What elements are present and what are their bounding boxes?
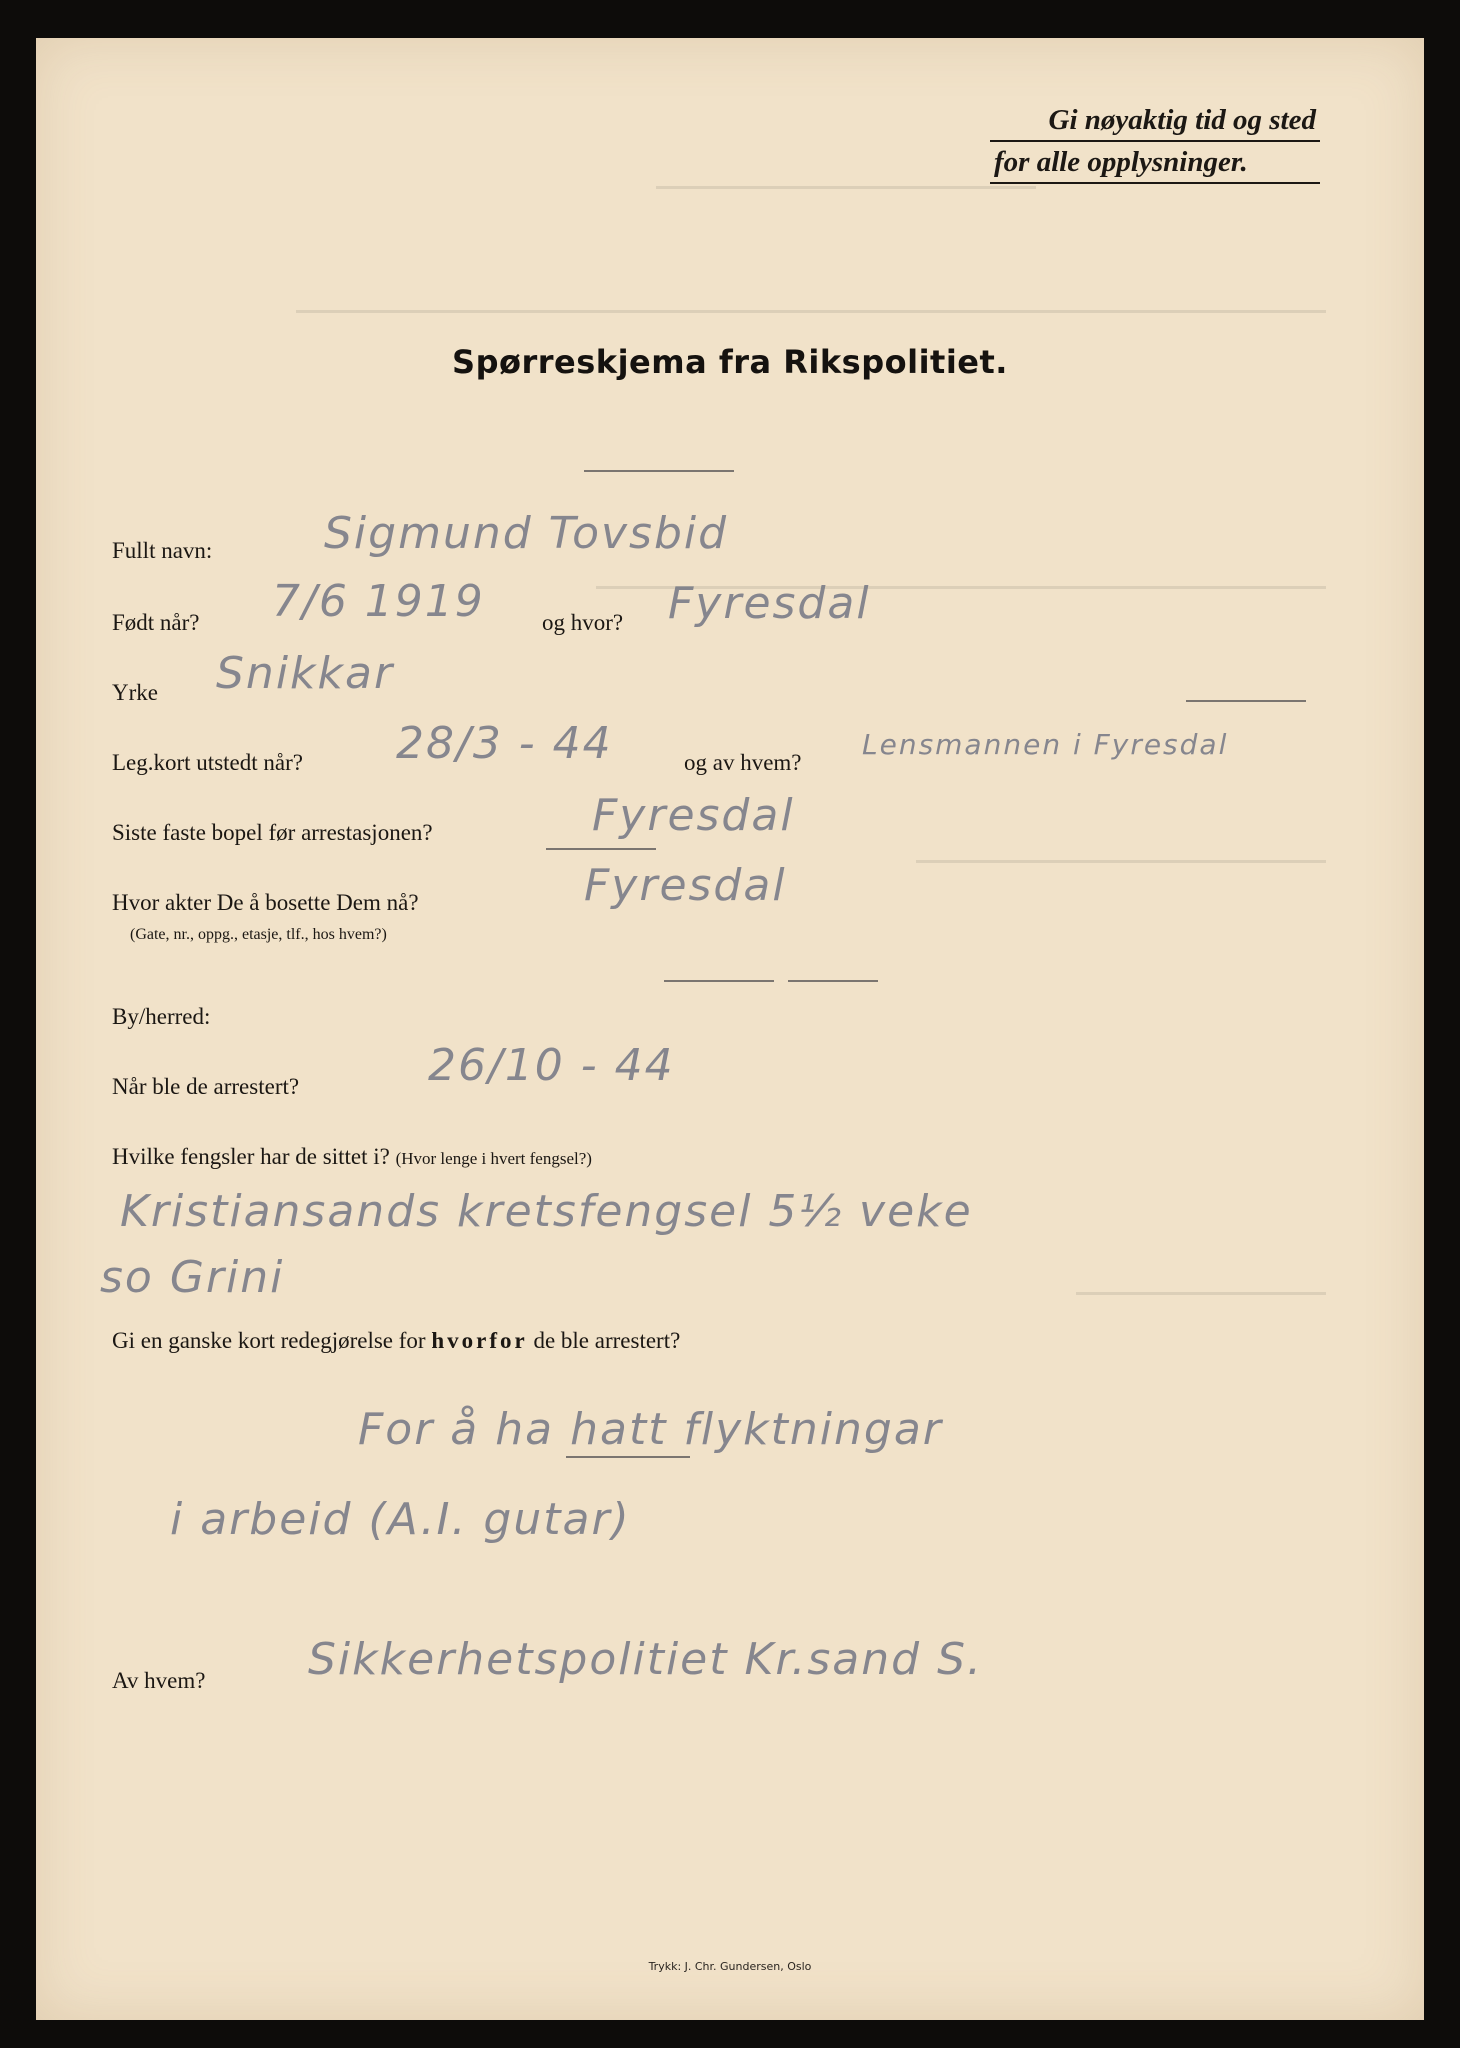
settle-now-value[interactable]: Fyresdal [584,860,787,911]
id-issued-by-value[interactable]: Lensmannen i Fyresdal [862,728,1229,761]
last-residence-label: Siste faste bopel før arrestasjonen? [112,820,433,845]
full-name-label: Fullt navn: [112,538,213,563]
born-when-value[interactable]: 7/6 1919 [272,576,485,627]
full-name-value[interactable]: Sigmund Tovsbid [324,508,729,559]
questionnaire-form [36,38,1424,2020]
reason-value-line-2[interactable]: i arbeid (A.I. gutar) [170,1494,631,1545]
by-whom-value[interactable]: Sikkerhetspolitiet Kr.sand S. [308,1634,983,1685]
prisons-value-line-1[interactable]: Kristiansands kretsfengsel 5½ veke [120,1186,973,1237]
arrested-when-value[interactable]: 26/10 - 44 [428,1040,675,1091]
answer-underline [566,1456,690,1458]
prisons-label-note: (Hvor lenge i hvert fengsel?) [395,1149,592,1168]
born-where-value[interactable]: Fyresdal [668,578,871,629]
last-residence-value[interactable]: Fyresdal [592,790,795,841]
divider-line [788,980,878,982]
reason-value-line-1[interactable]: For å ha hatt flyktningar [358,1404,943,1455]
municipality-label: By/herred: [112,1004,211,1029]
arrested-when-label: Når ble de arrestert? [112,1074,300,1099]
by-whom-label: Av hvem? [112,1668,206,1693]
reason-label-start: Gi en ganske kort redegjørelse for [112,1328,426,1353]
instruction-line-1: Gi nøyaktig tid og sted [990,100,1320,142]
born-when-label: Født når? [112,610,200,635]
occupation-label: Yrke [112,680,158,705]
form-title: Spørreskjema fra Rikspolitiet. [452,343,1008,381]
bleed-through-line [1076,1292,1326,1295]
reason-label-end: de ble arrestert? [533,1328,681,1353]
born-where-label: og hvor? [542,610,624,635]
bleed-through-line [916,860,1326,863]
divider-line [584,470,734,472]
id-issued-by-label: og av hvem? [684,750,802,775]
id-issued-when-label: Leg.kort utstedt når? [112,750,303,775]
bleed-through-line [656,186,1036,189]
prisons-value-line-2[interactable]: so Grini [100,1252,285,1303]
divider-line [664,980,774,982]
instruction-note [990,100,1320,184]
bleed-through-line [296,310,1326,313]
divider-line [1186,700,1306,702]
settle-now-sublabel: (Gate, nr., oppg., etasje, tlf., hos hvem?) [130,926,387,943]
printer-imprint: Trykk: J. Chr. Gundersen, Oslo [648,1960,812,1973]
instruction-line-2: for alle opplysninger. [990,142,1320,184]
id-issued-when-value[interactable]: 28/3 - 44 [396,718,613,769]
answer-underline [546,848,656,850]
occupation-value[interactable]: Snikkar [216,648,395,699]
prisons-label [112,1144,592,1170]
reason-label-emphasis: hvorfor [431,1328,528,1353]
settle-now-label: Hvor akter De å bosette Dem nå? [112,890,419,915]
reason-label [112,1328,680,1354]
prisons-label-main: Hvilke fengsler har de sittet i? [112,1144,390,1169]
